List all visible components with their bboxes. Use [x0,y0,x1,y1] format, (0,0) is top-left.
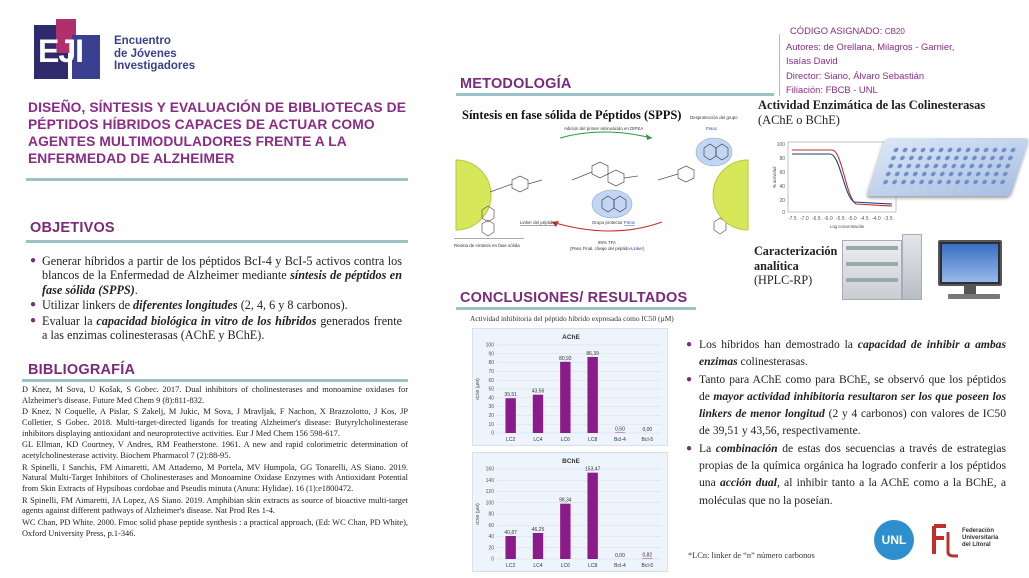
data-label: 0,00 [642,427,652,433]
addition-label: Adición del primer aminoácido en DIPEA [564,126,643,131]
objetivos-rule [26,240,408,243]
linker-label: Linker del péptido [520,220,555,225]
logo-line1: Encuentro [114,35,195,48]
bar [505,536,515,559]
objetivos-heading: OBJETIVOS [30,220,115,236]
unl-logo: UNL [874,520,914,560]
bar [560,362,570,433]
objetivo-item: ● Generar híbridos a partir de los péptidos BcI-4 y BcI-5 activos contra los blancos de la Enfermedad de Alzheimer mediante síntesis de péptidos en fase sólida (SPPS). [30,254,402,297]
enz-ytick: 80 [779,156,785,162]
y-tick-label: 0 [491,431,494,437]
data-label: 0,50 [615,427,625,433]
svg-text:-4.5: -4.5 [860,216,869,222]
y-tick-label: 100 [486,343,495,349]
resin-label-line [454,238,524,239]
category-label: LC6 [561,437,570,443]
objetivos-list [30,254,402,343]
logo-line3: Investigadores [114,60,195,73]
reference-item: D Knez, M Sova, U Košak, S Gobec. 2017. Dual inhibitors of cholinesterases and monoamine oxidases for Alzheimer's disease. Future Med Chem 9 (8):811-832. [22,385,408,406]
y-tick-label: 30 [488,404,494,410]
chart-title: BChE [562,458,580,465]
data-label: 39,51 [504,392,517,398]
y-tick-label: 70 [488,369,494,375]
data-label: 40,87 [504,530,517,536]
metodologia-rule [456,93,774,96]
structure-center [572,162,638,186]
svg-text:-7.5: -7.5 [788,216,797,222]
reference-list [22,385,408,540]
data-label: 80,92 [559,356,572,362]
enz-ytick: 20 [779,198,785,204]
poster-title: DISEÑO, SÍNTESIS Y EVALUACIÓN DE BIBLIOTECAS DE PÉPTIDOS HÍBRIDOS CAPACES DE ACTUAR COMO AGENTES MULTIMODULADORES FRENTE A LA ENFERMEDAD DE ALZHEIMER [28,99,418,167]
spps-scheme [452,120,752,252]
deprotect-fmoc: Fmoc [706,126,718,131]
category-label: LC2 [506,437,515,443]
conclusion-item: ● Tanto para AChE como para BChE, se observó que los péptidos de mayor actividad inhibitoria resultaron ser los que poseen los linkers de menor longitud (2 y 4 carbonos) con valores de IC50 de 39,51 y 43,56, respectivamente. [686,371,1006,440]
data-label: 43,56 [532,389,545,395]
bar [560,504,570,559]
logo-line2: de Jóvenes [114,48,195,61]
resin-bead-left [456,160,491,230]
addition-arrow [560,132,652,138]
fue-logo-mark [930,522,960,558]
metodologia-heading: METODOLOGÍA [460,76,572,92]
director: Director: Siano, Álvaro Sebastián [786,69,1018,84]
enz-ylabel: % actividad [772,166,777,188]
data-label: 46,25 [532,527,545,533]
category-label: LC8 [588,563,597,569]
bar [533,395,543,433]
y-tick-label: 120 [486,489,495,495]
y-axis-label: IC50 (µM) [475,378,481,400]
reference-item: WC Chan, PD White. 2000. Fmoc solid phase peptide synthesis : a practical approach, (Ed: WC Chan, PD White), Oxford University Press, p.1-346. [22,518,408,539]
footnote: *LCn: linker de “n” número carbonos [688,551,815,560]
reference-item: R Spinelli, I Sanchis, FM Aimaretti, AM Attademo, M Portela, MV Humpola, GG Tonarelli, AS Siano. 2019. Natural Multi-Target Inhibitors of Cholinesterases and Monoamine Oxidase Enzymes with Antioxidant Potential from Skin Extracts of Hypsiboas cordobae and Pseudis minuta (Anura: Hylidae). 16 (1):e1800472. [22,463,408,495]
svg-text:-5.5: -5.5 [836,216,845,222]
bar [533,533,543,559]
objetivo-item: ● Utilizar linkers de diferentes longitudes (2, 4, 6 y 8 carbonos). [30,298,402,312]
data-label: 0,00 [615,553,625,559]
fue-logo: Federación Universitaria del Litoral [930,522,1020,560]
reference-item: D Knez, N Coquelle, A Pislar, S Zakelj, M Jukic, M Sova, J Mravljak, F Nachon, X Brazzolotto, J Kos, JP Colletier, S Gobec. 2018. Multi-target-directed ligands for treating Alzheimer's disease: Butyrylcholinesterase inhibitors displaying antioxidant and neuroprotective activities. Eur J Med Chem 156 598-617. [22,407,408,439]
objetivo-item: ● Evaluar la capacidad biológica in vitro de los híbridos generados frente a las enzimas colinesterasas (AChE y BChE). [30,314,402,343]
authors: Autores: de Orellana, Milagros - Garnier, [786,40,1018,55]
reference-item: R Spinelli, FM Aimaretti, JA Lopez, AS Siano. 2019. Amphibian skin extracts as source of bioactive multi-target agents against different pathways of Alzheimer's disease. Nat Prod Res 1-4. [22,496,408,517]
category-label: LC8 [588,437,597,443]
data-label: 86,39 [586,351,599,357]
authors-cont: Isaías David [786,54,1018,69]
fmoc-group-right [696,138,732,166]
y-tick-label: 60 [488,378,494,384]
enz-ytick: 60 [779,170,785,176]
hplc-title: Caracterización analítica (HPLC-RP) [754,244,837,288]
enzyme-title: Actividad Enzimática de las Colinesterasas (AChE o BChE) [758,98,1022,128]
bar [505,398,515,433]
hplc-instrument-image [840,232,1022,302]
category-label: BcI-4 [614,437,626,443]
ache-chart [472,328,668,446]
enz-xlabel: Log concentración [830,224,865,229]
enz-xticks [788,216,893,222]
bibliografia-heading: BIBLIOGRAFÍA [28,362,135,378]
category-label: LC4 [533,437,542,443]
category-label: BcI-4 [614,563,626,569]
bche-chart [472,452,668,572]
y-tick-label: 40 [488,395,494,401]
y-tick-label: 140 [486,478,495,484]
tfa-label-2: (Paso Final, clivaje del péptido-Linker) [570,246,645,251]
conclusion-item: ● Los híbridos han demostrado la capacidad de inhibir a ambas enzimas colinesterasas. [686,336,1006,371]
y-tick-label: 20 [488,545,494,551]
y-tick-label: 10 [488,422,494,428]
enz-ytick: 100 [777,142,786,148]
svg-text:-7.0: -7.0 [800,216,809,222]
bar [587,357,597,433]
category-label: LC2 [506,563,515,569]
fmoc-group-label: Grupo protector Fmoc [592,220,636,225]
y-tick-label: 80 [488,512,494,518]
conclusiones-list [686,336,1006,509]
data-label: 98,34 [559,498,572,504]
conclusiones-rule [456,307,696,310]
category-label: LC4 [533,563,542,569]
y-tick-label: 40 [488,534,494,540]
y-tick-label: 100 [486,500,495,506]
y-tick-label: 0 [491,557,494,563]
svg-text:-3.5: -3.5 [884,216,893,222]
conclusion-item: ● La combinación de estas dos secuencias a través de estrategias propias de la química orgánica ha logrado conferir a los péptidos una acción dual, al inhibir tanto a la AChE como a la BChE, a moléculas que no la poseían. [686,440,1006,509]
svg-text:-6.5: -6.5 [812,216,821,222]
chart-title: AChE [562,334,580,341]
bar [587,473,597,559]
y-tick-label: 160 [486,467,495,473]
code-value: CB20 [885,27,905,36]
y-tick-label: 20 [488,413,494,419]
conclusiones-heading: CONCLUSIONES/ RESULTADOS [460,290,687,306]
tfa-label-1: 95% TFA [598,240,616,245]
y-tick-label: 60 [488,523,494,529]
category-label: LC6 [561,563,570,569]
y-tick-label: 50 [488,387,494,393]
enz-ytick: 0 [782,210,785,216]
header-info [786,24,1018,98]
logo-mark: EJI [34,19,106,79]
data-label: 153,47 [585,467,601,473]
reference-item: GL Ellman, KD Courtney, V Andres, RM Featherstone. 1961. A new and rapid colorimetric determination of acetylcholinesterase activity. Biochem Pharmacol 7 (2):88-95. [22,440,408,461]
category-label: BcI-5 [641,437,653,443]
deprotect-label: Desprotección del grupo [690,115,738,120]
category-label: BcI-5 [641,563,653,569]
title-rule [26,178,408,181]
resin-label: Resina de síntesis en fase sólida [454,243,520,248]
structure-left [482,176,542,236]
spps-title: Síntesis en fase sólida de Péptidos (SPPS) [462,108,681,123]
data-label: 0,82 [642,553,652,559]
y-axis-label: IC50 (µM) [475,503,481,525]
y-tick-label: 90 [488,351,494,357]
y-tick-label: 80 [488,360,494,366]
bibliografia-rule [22,379,408,382]
svg-text:-6.0: -6.0 [824,216,833,222]
svg-text:-5.0: -5.0 [848,216,857,222]
affiliation: Filiación: FBCB - UNL [786,83,1018,98]
code-label: CÓDIGO ASIGNADO: [790,25,882,36]
svg-text:-4.0: -4.0 [872,216,881,222]
event-logo [34,19,204,81]
microplate-image [867,138,1029,196]
enz-ytick: 40 [779,184,785,190]
chart-caption: Actividad inhibitoria del péptido híbrido expresada como IC50 (µM) [470,314,674,323]
